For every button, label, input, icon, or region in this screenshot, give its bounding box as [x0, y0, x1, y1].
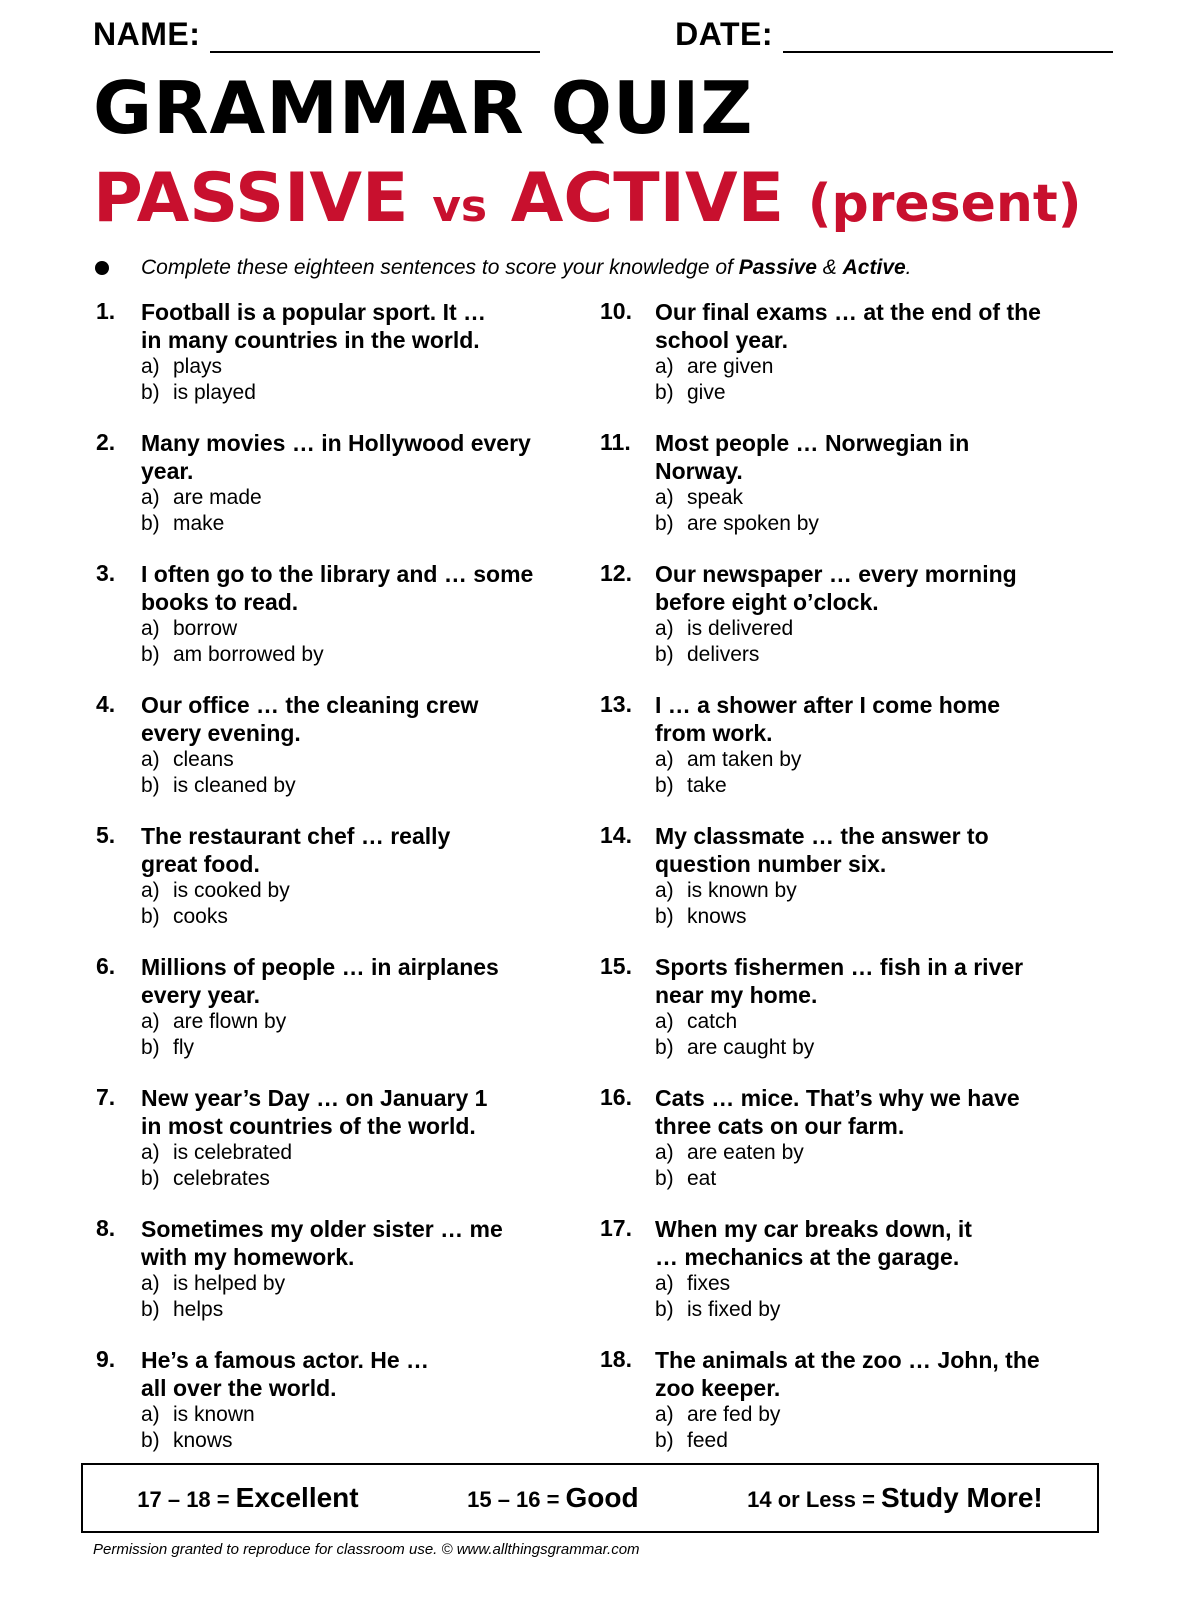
option-text: is cooked by [173, 879, 290, 902]
option-b[interactable] [655, 1428, 1080, 1454]
question-item [600, 429, 1080, 560]
option-b[interactable] [655, 773, 1080, 799]
question-body [141, 953, 576, 1061]
header-row [93, 16, 1113, 53]
option-letter: b) [655, 1298, 674, 1321]
subtitle-tense: (present) [807, 174, 1082, 234]
option-letter: b) [655, 1429, 674, 1452]
option-letter: a) [655, 617, 674, 640]
question-number: 7. [96, 1084, 116, 1110]
option-text: make [173, 512, 225, 535]
option-text: is delivered [687, 617, 794, 640]
option-text: am borrowed by [173, 643, 324, 666]
question-number: 3. [96, 560, 116, 586]
question-text: Millions of people … in airplanes every year. [141, 954, 499, 1008]
score-range: 14 or Less = [747, 1487, 875, 1512]
question-body [655, 953, 1080, 1061]
question-item [96, 1215, 576, 1346]
option-letter: a) [141, 617, 160, 640]
question-item [600, 1346, 1080, 1477]
score-range: 15 – 16 = [467, 1487, 560, 1512]
question-body [141, 560, 576, 668]
option-text: helps [173, 1298, 224, 1321]
question-text: When my car breaks down, it … mechanics at the garage. [655, 1216, 972, 1270]
option-letter: b) [141, 1036, 160, 1059]
option-b[interactable] [655, 1297, 1080, 1323]
question-number: 16. [600, 1084, 632, 1110]
option-text: eat [687, 1167, 717, 1190]
question-item [96, 429, 576, 560]
option-text: take [687, 774, 727, 797]
option-a[interactable] [655, 878, 1080, 904]
score-good [467, 1482, 638, 1514]
option-text: cleans [173, 748, 234, 771]
option-letter: a) [141, 879, 160, 902]
date-label: DATE: [675, 16, 773, 52]
question-number: 14. [600, 822, 632, 848]
option-letter: a) [655, 355, 674, 378]
instructions-text: Complete these eighteen sentences to score your knowledge of [141, 256, 739, 279]
option-text: speak [687, 486, 744, 509]
question-text: Football is a popular sport. It … in many countries in the world. [141, 299, 487, 353]
option-b[interactable] [141, 1166, 576, 1192]
question-text: He’s a famous actor. He … all over the world. [141, 1347, 430, 1401]
option-b[interactable] [141, 1035, 576, 1061]
option-letter: a) [655, 486, 674, 509]
question-number: 4. [96, 691, 116, 717]
question-body [655, 1346, 1080, 1454]
subtitle-passive: PASSIVE [93, 159, 409, 238]
option-text: is known by [687, 879, 797, 902]
score-study-more [747, 1482, 1043, 1514]
bullet-icon [95, 261, 109, 275]
question-body [655, 822, 1080, 930]
option-text: celebrates [173, 1167, 270, 1190]
option-letter: a) [655, 1272, 674, 1295]
score-label: Study More! [880, 1482, 1043, 1513]
option-text: is known [173, 1403, 255, 1426]
questions-column-left [96, 298, 576, 1477]
option-letter: a) [141, 1272, 160, 1295]
score-label: Excellent [235, 1482, 359, 1513]
question-item [96, 691, 576, 822]
option-a[interactable] [655, 616, 1080, 642]
option-b[interactable] [141, 904, 576, 930]
option-text: feed [687, 1429, 728, 1452]
option-text: is cleaned by [173, 774, 296, 797]
option-a[interactable] [655, 1140, 1080, 1166]
question-text: New year’s Day … on January 1 in most countries of the world. [141, 1085, 488, 1139]
question-item [600, 691, 1080, 822]
page-title: GRAMMAR QUIZ [93, 66, 754, 150]
question-item [600, 298, 1080, 429]
option-a[interactable] [141, 1271, 576, 1297]
option-a[interactable] [141, 1402, 576, 1428]
question-text: Many movies … in Hollywood every year. [141, 430, 531, 484]
option-text: are spoken by [687, 512, 819, 535]
option-letter: b) [141, 1167, 160, 1190]
option-letter: a) [655, 879, 674, 902]
option-a[interactable] [655, 354, 1080, 380]
question-number: 5. [96, 822, 116, 848]
question-item [600, 560, 1080, 691]
option-letter: b) [655, 643, 674, 666]
option-text: are fed by [687, 1403, 781, 1426]
question-text: Our final exams … at the end of the school year. [655, 299, 1041, 353]
option-letter: a) [655, 1141, 674, 1164]
option-letter: b) [655, 381, 674, 404]
option-text: are made [173, 486, 262, 509]
question-item [96, 560, 576, 691]
option-letter: b) [141, 905, 160, 928]
option-b[interactable] [141, 642, 576, 668]
option-text: borrow [173, 617, 238, 640]
option-letter: b) [141, 643, 160, 666]
option-text: delivers [687, 643, 760, 666]
option-a[interactable] [141, 1009, 576, 1035]
option-letter: a) [655, 1010, 674, 1033]
option-a[interactable] [141, 485, 576, 511]
subtitle-vs: vs [432, 181, 488, 232]
option-letter: b) [141, 1298, 160, 1321]
option-a[interactable] [141, 616, 576, 642]
question-text: The restaurant chef … really great food. [141, 823, 451, 877]
option-letter: a) [655, 1403, 674, 1426]
option-letter: a) [141, 355, 160, 378]
option-text: fixes [687, 1272, 731, 1295]
question-number: 12. [600, 560, 632, 586]
date-field [675, 16, 1113, 53]
question-text: My classmate … the answer to question number six. [655, 823, 989, 877]
question-text: Most people … Norwegian in Norway. [655, 430, 970, 484]
question-number: 8. [96, 1215, 116, 1241]
option-b[interactable] [655, 511, 1080, 537]
question-number: 6. [96, 953, 116, 979]
question-number: 1. [96, 298, 116, 324]
score-label: Good [565, 1482, 639, 1513]
question-text: I often go to the library and … some books to read. [141, 561, 534, 615]
question-number: 13. [600, 691, 632, 717]
option-b[interactable] [141, 1428, 576, 1454]
question-body [655, 560, 1080, 668]
question-number: 2. [96, 429, 116, 455]
option-a[interactable] [655, 1009, 1080, 1035]
option-a[interactable] [141, 1140, 576, 1166]
question-text: Sports fishermen … fish in a river near my home. [655, 954, 1024, 1008]
option-a[interactable] [141, 747, 576, 773]
question-number: 11. [600, 429, 631, 455]
option-text: fly [173, 1036, 194, 1059]
date-blank-line[interactable] [783, 25, 1113, 53]
option-letter: a) [141, 748, 160, 771]
option-text: is fixed by [687, 1298, 781, 1321]
instructions-amp: & [816, 256, 843, 279]
option-b[interactable] [141, 511, 576, 537]
option-letter: a) [141, 1010, 160, 1033]
question-item [600, 1215, 1080, 1346]
option-b[interactable] [655, 1166, 1080, 1192]
option-text: knows [687, 905, 747, 928]
option-b[interactable] [141, 773, 576, 799]
question-body [141, 1084, 576, 1192]
option-letter: b) [141, 1429, 160, 1452]
option-a[interactable] [655, 747, 1080, 773]
option-a[interactable] [655, 1402, 1080, 1428]
question-number: 15. [600, 953, 632, 979]
question-number: 18. [600, 1346, 632, 1372]
question-item [96, 298, 576, 429]
question-number: 17. [600, 1215, 632, 1241]
option-a[interactable] [141, 354, 576, 380]
score-range: 17 – 18 = [137, 1487, 230, 1512]
option-letter: a) [141, 1403, 160, 1426]
option-letter: a) [141, 486, 160, 509]
option-b[interactable] [141, 380, 576, 406]
name-blank-line[interactable] [210, 25, 540, 53]
page-subtitle [93, 159, 1082, 238]
option-text: are flown by [173, 1010, 287, 1033]
question-text: Sometimes my older sister … me with my homework. [141, 1216, 503, 1270]
option-text: is celebrated [173, 1141, 293, 1164]
question-body [655, 429, 1080, 537]
score-excellent [137, 1482, 358, 1514]
question-text: I … a shower after I come home from work. [655, 692, 1001, 746]
option-letter: b) [655, 512, 674, 535]
option-letter: b) [655, 1036, 674, 1059]
option-text: plays [173, 355, 223, 378]
question-body [141, 429, 576, 537]
option-letter: a) [141, 1141, 160, 1164]
question-number: 10. [600, 298, 632, 324]
instructions-passive: Passive [738, 256, 817, 279]
option-b[interactable] [655, 904, 1080, 930]
option-text: are eaten by [687, 1141, 804, 1164]
question-body [141, 1215, 576, 1323]
question-item [96, 1084, 576, 1215]
question-text: The animals at the zoo … John, the zoo keeper. [655, 1347, 1040, 1401]
question-body [141, 691, 576, 799]
option-text: catch [687, 1010, 738, 1033]
option-text: give [687, 381, 726, 404]
subtitle-active: ACTIVE [510, 159, 785, 238]
option-a[interactable] [141, 878, 576, 904]
option-letter: a) [655, 748, 674, 771]
option-b[interactable] [655, 1035, 1080, 1061]
option-b[interactable] [655, 380, 1080, 406]
name-label: NAME: [93, 16, 201, 52]
option-text: cooks [173, 905, 228, 928]
question-text: Cats … mice. That’s why we have three cats on our farm. [655, 1085, 1020, 1139]
question-body [655, 1215, 1080, 1323]
question-item [96, 822, 576, 953]
option-text: are given [687, 355, 774, 378]
option-text: am taken by [687, 748, 802, 771]
question-item [600, 953, 1080, 1084]
question-body [141, 822, 576, 930]
question-text: Our newspaper … every morning before eight o’clock. [655, 561, 1017, 615]
score-key [81, 1463, 1099, 1533]
question-body [655, 691, 1080, 799]
question-number: 9. [96, 1346, 116, 1372]
question-item [96, 953, 576, 1084]
option-letter: b) [141, 512, 160, 535]
question-text: Our office … the cleaning crew every evening. [141, 692, 479, 746]
option-letter: b) [141, 381, 160, 404]
option-text: are caught by [687, 1036, 815, 1059]
instructions-active: Active [842, 256, 906, 279]
questions-column-right [600, 298, 1080, 1477]
instructions-end: . [905, 256, 912, 279]
option-letter: b) [655, 774, 674, 797]
option-b[interactable] [655, 642, 1080, 668]
option-text: is helped by [173, 1272, 286, 1295]
option-a[interactable] [655, 485, 1080, 511]
question-item [600, 1084, 1080, 1215]
question-item [96, 1346, 576, 1477]
option-b[interactable] [141, 1297, 576, 1323]
footer-permission: Permission granted to reproduce for classroom use. © www.allthingsgrammar.com [93, 1541, 640, 1558]
option-letter: b) [655, 1167, 674, 1190]
option-a[interactable] [655, 1271, 1080, 1297]
question-body [141, 1346, 576, 1454]
option-letter: b) [655, 905, 674, 928]
name-field [93, 16, 540, 53]
option-text: is played [173, 381, 256, 404]
option-letter: b) [141, 774, 160, 797]
question-body [655, 298, 1080, 406]
question-body [655, 1084, 1080, 1192]
question-item [600, 822, 1080, 953]
instructions [93, 256, 912, 280]
question-body [141, 298, 576, 406]
option-text: knows [173, 1429, 233, 1452]
